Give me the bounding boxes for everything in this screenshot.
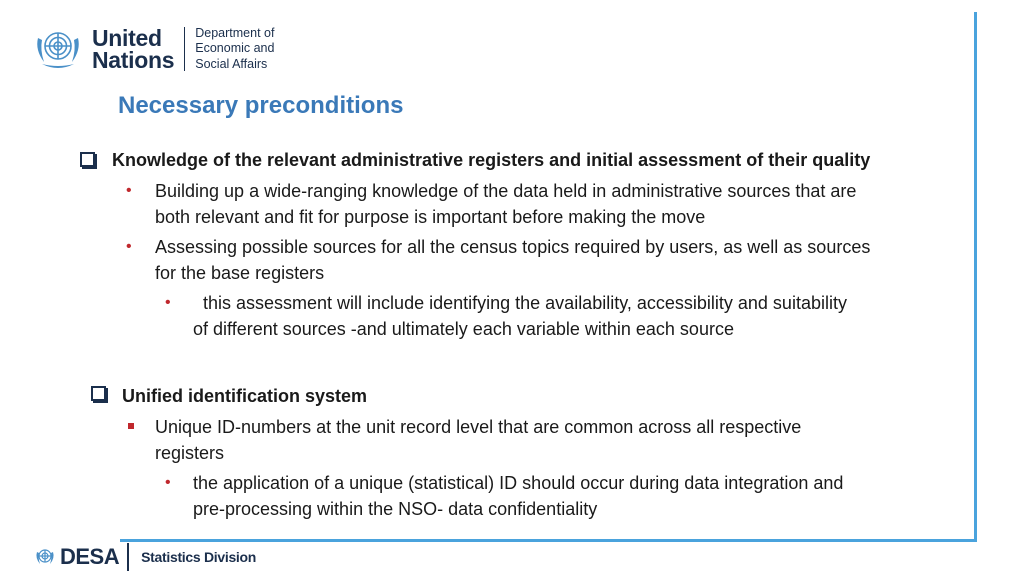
dept-line1: Department of — [195, 25, 275, 40]
desa-brand: DESA — [60, 544, 120, 569]
section2-sub-line2: pre-processing within the NSO- data confidentiality — [193, 499, 598, 519]
section1-bullet2-line1: Assessing possible sources for all the census topics required by users, as well as sources — [155, 237, 871, 257]
logo-divider — [184, 27, 185, 71]
section2-bullet1-line1: Unique ID-numbers at the unit record level that are common across all respective — [155, 417, 802, 437]
division-name: Statistics Division — [141, 549, 257, 565]
slide-frame-right — [974, 12, 977, 542]
footer-logo — [34, 540, 256, 574]
bullet-dot-icon: • — [126, 238, 132, 255]
dept-line3: Social Affairs — [195, 56, 268, 71]
department-name — [195, 26, 274, 73]
bullet-dot-icon: • — [165, 474, 171, 491]
org-name-line2: Nations — [92, 47, 175, 73]
un-emblem-icon — [32, 24, 84, 74]
un-wordmark — [92, 27, 174, 71]
section1-sub-line2: of different sources -and ultimately each variable within each source — [193, 319, 734, 339]
dept-line2: Economic and — [195, 41, 275, 56]
checkbox-bullet-icon — [91, 386, 106, 401]
slide-title: Necessary preconditions — [118, 92, 404, 119]
un-desa-logo — [32, 24, 274, 74]
bullet-dot-icon: • — [165, 294, 171, 311]
section1-bullet1-line1: Building up a wide-ranging knowledge of the data held in administrative sources that are — [155, 181, 857, 201]
org-name-line1: United — [92, 25, 162, 51]
checkbox-bullet-icon — [80, 152, 95, 167]
un-emblem-small-icon — [34, 546, 56, 568]
bullet-dot-icon: • — [126, 182, 132, 199]
footer-divider — [127, 543, 129, 571]
section1-heading: Knowledge of the relevant administrative registers and initial assessment of their quality — [112, 150, 871, 170]
section2-heading: Unified identification system — [122, 386, 368, 406]
section2-sub-line1: the application of a unique (statistical) ID should occur during data integration and — [193, 473, 844, 493]
section1-bullet2-line2: for the base registers — [155, 263, 325, 283]
section1-sub-line1: this assessment will include identifying the availability, accessibility and suitability — [203, 293, 847, 313]
section2-bullet1-line2: registers — [155, 443, 225, 463]
section1-bullet1-line2: both relevant and fit for purpose is important before making the move — [155, 207, 706, 227]
bullet-square-icon — [128, 423, 134, 429]
